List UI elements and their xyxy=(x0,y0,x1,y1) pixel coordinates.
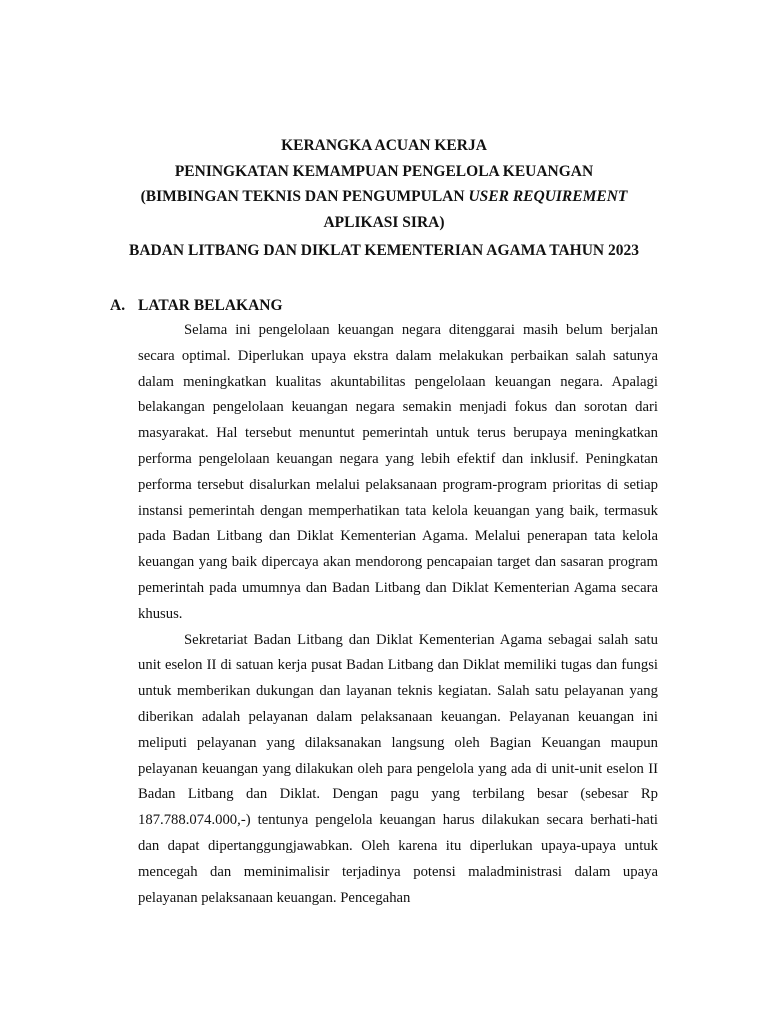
title-line-3-italic: USER REQUIREMENT xyxy=(468,188,628,205)
title-line-5: BADAN LITBANG DAN DIKLAT KEMENTERIAN AGAMA TAHUN 2023 xyxy=(129,242,639,259)
title-line-3 xyxy=(0,184,768,210)
section-heading-text: LATAR BELAKANG xyxy=(138,297,283,314)
title-line-4: APLIKASI SIRA) xyxy=(323,213,445,231)
section-number: A. xyxy=(110,297,126,314)
section-heading xyxy=(110,293,283,318)
section-body xyxy=(138,318,658,911)
document-title xyxy=(0,133,768,264)
title-line-1: KERANGKA ACUAN KERJA xyxy=(281,137,487,154)
paragraph-1: Selama ini pengelolaan keuangan negara ditenggarai masih belum berjalan secara optimal. Diperlukan upaya ekstra dalam melakukan perbaikan salah satunya dalam meningkatkan kualitas akuntabilitas pengelolaan keuangan negara. Apalagi belakangan pengelolaan keuangan negara semakin menjadi fokus dan sorotan dari masyarakat. Hal tersebut menuntut pemerintah untuk terus berupaya meningkatkan performa pengelolaan keuangan negara yang lebih efektif dan inklusif. Peningkatan performa tersebut disalurkan melalui pelaksanaan program-program prioritas di setiap instansi pemerintah dengan memperhatikan tata kelola keuangan yang baik, termasuk pada Badan Litbang dan Diklat Kementerian Agama. Melalui penerapan tata kelola keuangan yang baik dipercaya akan mendorong pencapaian target dan sasaran program pemerintah pada umumnya dan Badan Litbang dan Diklat Kementerian Agama secara khusus. xyxy=(138,322,658,622)
title-line-3-text: (BIMBINGAN TEKNIS DAN PENGUMPULAN xyxy=(140,188,469,205)
title-line-2: PENINGKATAN KEMAMPUAN PENGELOLA KEUANGAN xyxy=(174,162,594,180)
paragraph-2: Sekretariat Badan Litbang dan Diklat Kementerian Agama sebagai salah satu unit eselon II di satuan kerja pusat Badan Litbang dan Diklat memiliki tugas dan fungsi untuk memberikan dukungan dan layanan teknis kegiatan. Salah satu pelayanan yang diberikan adalah pelayanan dalam pelaksanaan keuangan. Pelayanan keuangan ini meliputi pelayanan yang dilaksanakan langsung oleh Bagian Keuangan maupun pelayanan keuangan yang dilakukan oleh para pengelola yang ada di unit-unit eselon II Badan Litbang dan Diklat. Dengan pagu yang terbilang besar (sebesar Rp 187.788.074.000,-) tentunya pengelola keuangan harus dilakukan secara berhati-hati dan dapat dipertanggungjawabkan. Oleh karena itu diperlukan upaya-upaya untuk mencegah dan meminimalisir terjadinya potensi maladministrasi dalam upaya pelayanan pelaksanaan keuangan. Pencegahan xyxy=(138,631,658,906)
